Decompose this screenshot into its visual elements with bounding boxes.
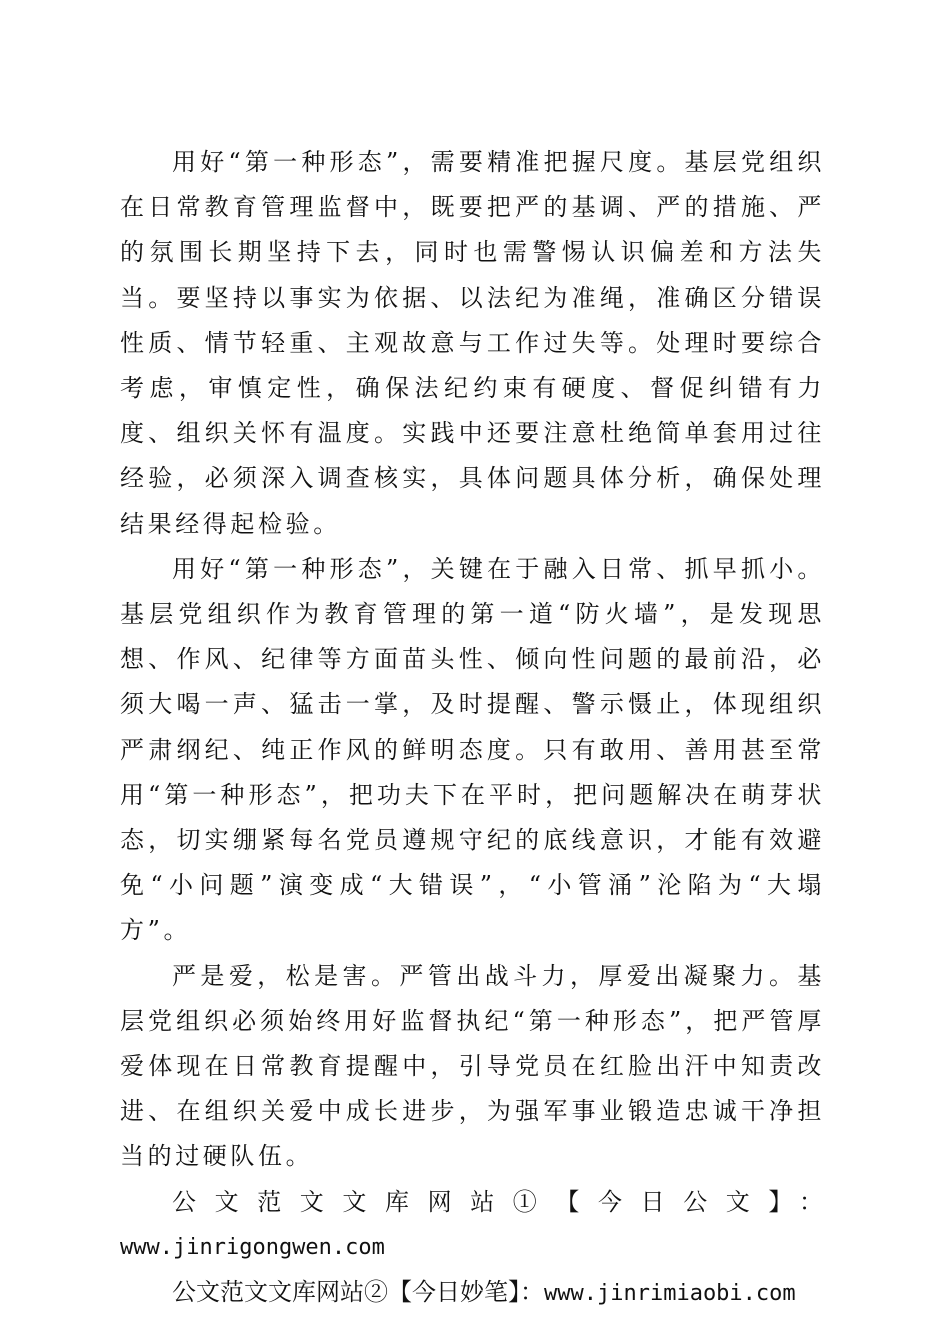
- footer-site-2: [120, 1270, 825, 1316]
- paragraph-3: 严是爱，松是害。严管出战斗力，厚爱出凝聚力。基层党组织必须始终用好监督执纪“第一种形态”，把严管厚爱体现在日常教育提醒中，引导党员在红脸出汗中知责改进、在组织关爱中成长进步，为强军事业锻造忠诚干净担当的过硬队伍。: [120, 961, 825, 1171]
- footer-site-2-label: 公文范文文库网站②【今日妙笔】：: [172, 1278, 544, 1307]
- footer-site-1-label: 公文范文文库网站①【今日公文】：: [172, 1187, 825, 1216]
- document-body: [120, 140, 825, 1316]
- paragraph-2: 用好“第一种形态”，关键在于融入日常、抓早抓小。基层党组织作为教育管理的第一道“防火墙”，是发现思想、作风、纪律等方面苗头性、倾向性问题的最前沿，必须大喝一声、猛击一掌，及时提醒、警示慑止，体现组织严肃纲纪、纯正作风的鲜明态度。只有敢用、善用甚至常用“第一种形态”，把功夫下在平时，把问题解决在萌芽状态，切实绷紧每名党员遵规守纪的底线意识，才能有效避免“小问题”演变成“大错误”，“小管涌”沦陷为“大塌方”。: [120, 554, 825, 945]
- footer-site-1-url[interactable]: www.jinrigongwen.com: [120, 1234, 385, 1260]
- paragraph-1: 用好“第一种形态”，需要精准把握尺度。基层党组织在日常教育管理监督中，既要把严的基调、严的措施、严的氛围长期坚持下去，同时也需警惕认识偏差和方法失当。要坚持以事实为依据、以法纪为准绳，准确区分错误性质、情节轻重、主观故意与工作过失等。处理时要综合考虑，审慎定性，确保法纪约束有硬度、督促纠错有力度、组织关怀有温度。实践中还要注意杜绝简单套用过往经验，必须深入调查核实，具体问题具体分析，确保处理结果经得起检验。: [120, 148, 825, 538]
- footer-site-2-url[interactable]: www.jinrimiaobi.com: [544, 1281, 796, 1307]
- footer-site-1: [120, 1180, 825, 1270]
